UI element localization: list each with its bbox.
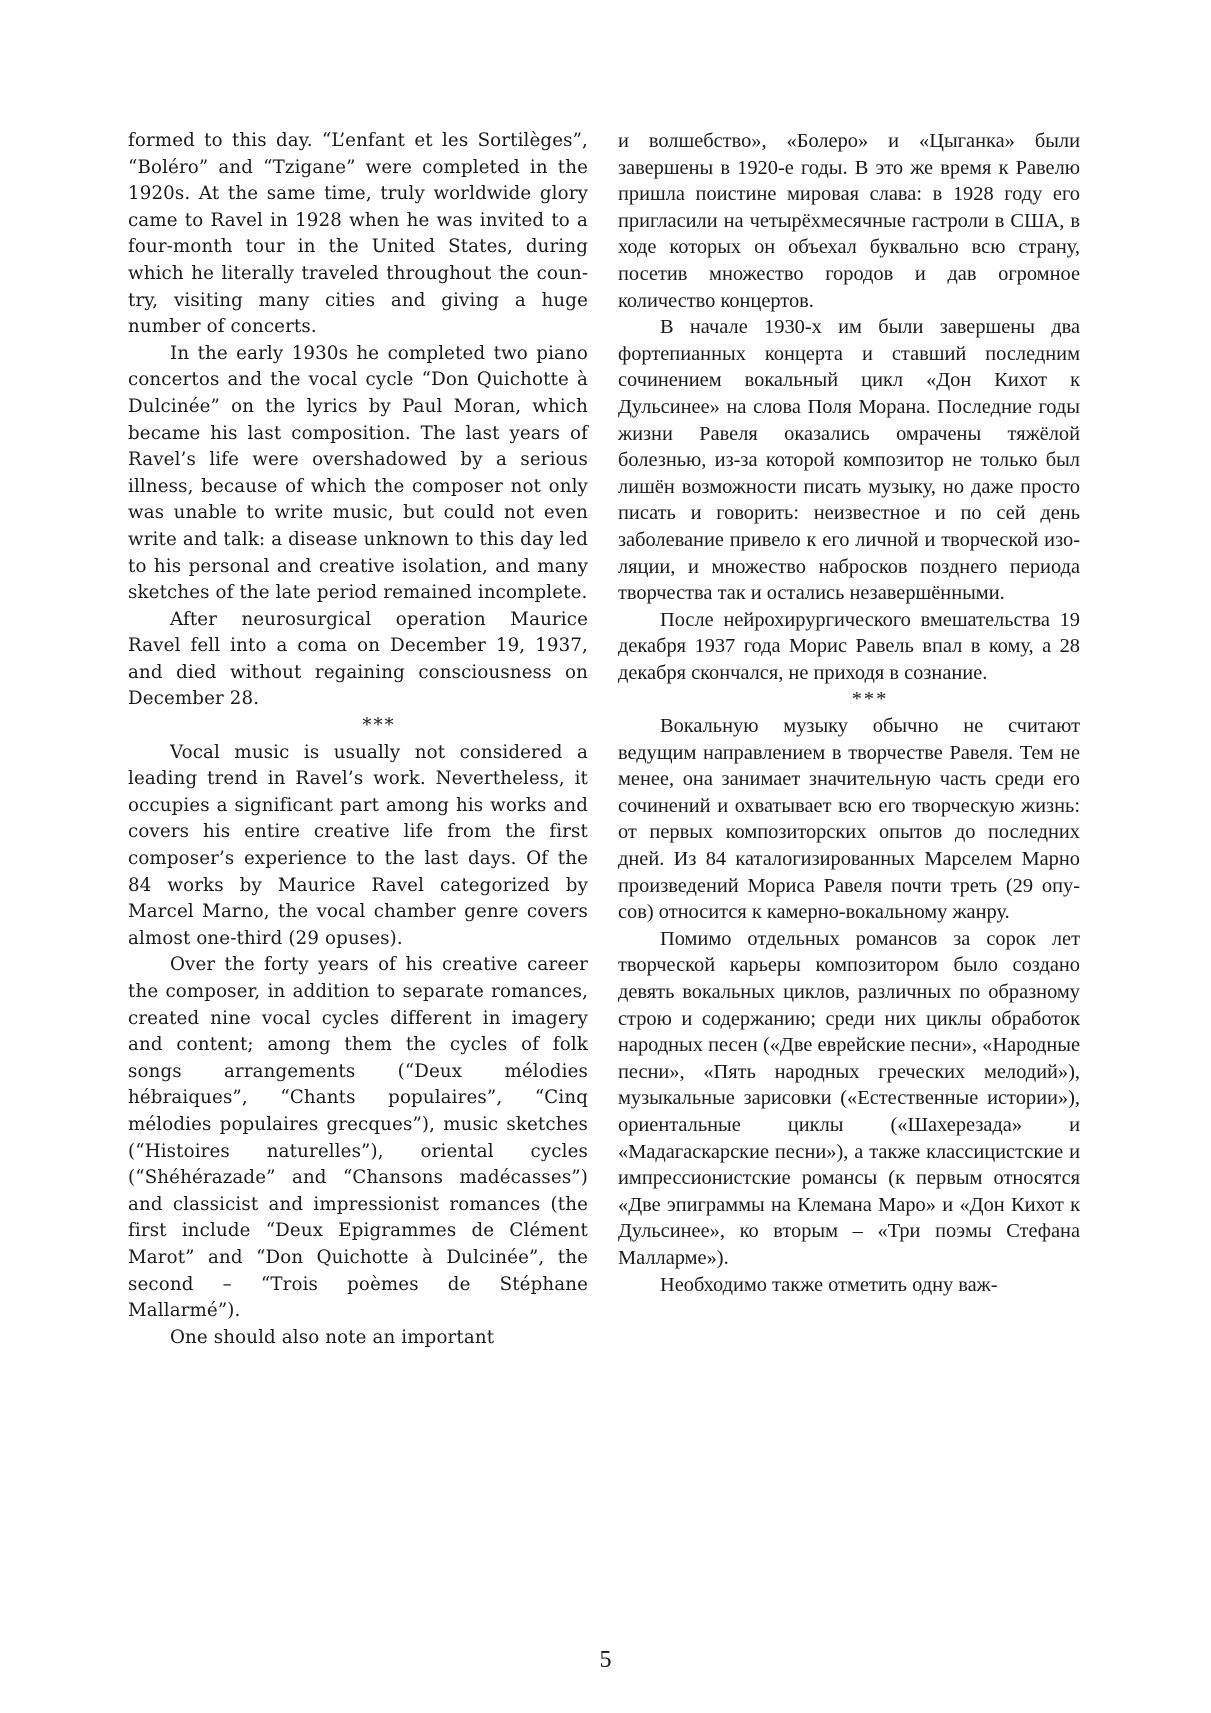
ru-paragraph: Необходимо также отметить одну важ- bbox=[660, 1273, 998, 1296]
russian-column bbox=[618, 128, 1080, 1298]
ru-section-separator: *** bbox=[851, 688, 889, 711]
ru-paragraph: Помимо отдельных романсов за сорок лет творческой карьеры композитором было создано девять вокальных циклов, различных по образному строю и содержанию; среди них циклы обработок народных песен («Две еврейские песни», «Народные песни», «Пять народных греческих мелодий»), музыкальные зарисовки («Естественные истории»), ориентальные циклы («Шахерезада» и «Мадагаскарские песни»), а также классицистские и импрессионистские романсы (к первым относятся «Две эпиграммы на Клемана Маро» и «Дон Кихот к Дульсинее», ко вторым – «Три поэмы Стефана Малларме»). bbox=[618, 927, 1080, 1269]
en-paragraph: After neurosurgical operation Maurice Ravel fell into a coma on December 19, 1937, and died without regaining consciousness on December 28. bbox=[128, 608, 588, 710]
ru-paragraph: После нейрохирургического вмешательства 19 декабря 1937 года Морис Равель впал в кому, а 28 декабря скончался, не приходя в сознание. bbox=[618, 608, 1080, 684]
en-section-separator: *** bbox=[362, 715, 396, 737]
ru-paragraph: и волшебство», «Болеро» и «Цыганка» были завершены в 1920-е годы. В это же время к Равелю пришла поистине мировая слава: в 1928 году его пригласили на четырёхмесячные гастроли в США, в ходе которых он объехал буквально всю страну, посетив множество городов и дав огромное количество концертов. bbox=[618, 130, 1080, 312]
ru-paragraph: Вокальную музыку обычно не считают ведущим направлением в творчестве Равеля. Тем не менее, она занимает значительную часть среди его сочинений и охватывает всю его творческую жизнь: от первых композиторских опытов до последних дней. Из 84 каталогизированных Марселем Марно произведений Мориса Равеля почти треть (29 опусов) относится к камерно-вокальному жанру. bbox=[618, 715, 1080, 924]
page-number: 5 bbox=[599, 1647, 612, 1673]
en-paragraph: Over the forty years of his creative career the composer, in addition to separate romances, created nine vocal cycles different in imagery and content; among them the cycles of folk songs arrangements (“Deux mélodies hébraiques”, “Chants populaires”, “Cinq mélodies populaires grecques”), music sketches (“Histoires naturelles”), oriental cycles (“Shéhérazade” and “Chansons madécasses”) and classicist and impressionist romances (the first include “Deux Epigrammes de Clément Marot” and “Don Quichotte à Dulcinée”, the second – “Trois poèmes de Stéphane Mallarmé”). bbox=[128, 954, 588, 1322]
english-column bbox=[128, 128, 588, 1351]
en-paragraph: One should also note an important bbox=[170, 1326, 495, 1348]
en-paragraph: In the early 1930s he completed two piano concertos and the vocal cycle “Don Quichotte à Dulcinée” on the lyrics by Paul Moran, which became his last composition. The last years of Ravel’s life were overshadowed by a serious illness, because of which the composer not only was unable to write music, but could not even write and talk: a disease unknown to this day led to his personal and creative isolation, and many sketches of the late period remained incomplete. bbox=[128, 342, 588, 604]
en-paragraph: formed to this day. “L’enfant et les Sortilèges”, “Boléro” and “Tzigane” were completed in the 1920s. At the same time, truly worldwide glory came to Ravel in 1928 when he was invited to a four-month tour in the United States, during which he literally traveled throughout the country, visiting many cities and giving a huge number of concerts. bbox=[128, 130, 588, 338]
ru-paragraph: В начале 1930-х им были завершены два фортепианных концерта и ставший последним сочинением вокальный цикл «Дон Кихот к Дульсинее» на слова Поля Морана. Последние годы жизни Равеля оказались омрачены тяжёлой болезнью, из-за которой композитор не только был лишён возможности писать музыку, но даже просто писать и говорить: неизвестное и по сей день заболевание привело к его личной и творческой изоляции, и множество набросков позднего периода творчества так и остались незавершёнными. bbox=[618, 316, 1080, 605]
en-paragraph: Vocal music is usually not considered a leading trend in Ravel’s work. Nevertheless, it occupies a significant part among his works and covers his entire creative life from the first composer’s experience to the last days. Of the 84 works by Maurice Ravel categorized by Marcel Marno, the vocal chamber genre covers almost one-third (29 opuses). bbox=[128, 741, 588, 949]
